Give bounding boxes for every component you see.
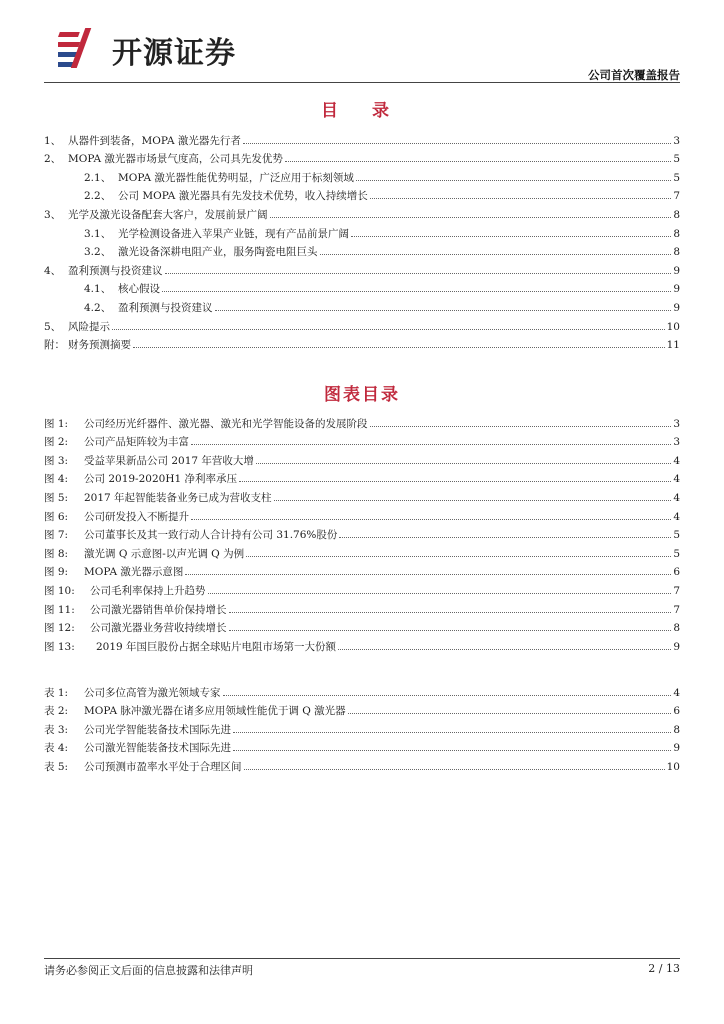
figure-entry[interactable] <box>44 598 680 617</box>
figure-entry-page: 4 <box>673 510 680 523</box>
toc-entry-num: 2.2、 <box>84 190 112 203</box>
figure-entry-num: 图 6: <box>44 510 69 523</box>
toc-entry-text: 光学检测设备进入苹果产业链，现有产品前景广阔 <box>118 227 349 240</box>
toc-entry-num: 4.2、 <box>84 301 112 314</box>
toc-entry-num: 2.1、 <box>84 171 112 184</box>
leader-dots <box>320 254 672 255</box>
figure-entry-num: 图 2: <box>44 436 69 449</box>
toc-entry-num: 4、 <box>44 264 62 277</box>
figure-entry[interactable] <box>44 561 680 580</box>
leader-dots <box>256 463 671 464</box>
figure-entry-num: 图 4: <box>44 473 69 486</box>
leader-dots <box>348 713 672 714</box>
figure-entry[interactable] <box>44 486 680 505</box>
leader-dots <box>274 500 672 501</box>
figure-entry-text: 公司董事长及其一致行动人合计持有公司 31.76%股份 <box>84 529 338 542</box>
toc-entry-page: 9 <box>673 264 680 277</box>
toc-entry[interactable] <box>44 166 680 185</box>
toc-entry[interactable] <box>44 334 680 353</box>
toc-entry-num: 3、 <box>44 208 62 221</box>
leader-dots <box>233 750 671 751</box>
leader-dots <box>270 217 672 218</box>
leader-dots <box>112 329 665 330</box>
toc-entry[interactable] <box>44 278 680 297</box>
figure-entry[interactable] <box>44 412 680 431</box>
toc-entry[interactable] <box>44 222 680 241</box>
figure-entry-text: 2019 年国巨股份占据全球贴片电阻市场第一大份额 <box>96 640 337 653</box>
leader-dots <box>351 236 671 237</box>
toc-entry-text: 核心假设 <box>118 283 160 296</box>
figure-entry-text: 2017 年起智能装备业务已成为营收支柱 <box>84 491 272 504</box>
figure-entry-page: 7 <box>673 584 680 597</box>
report-type: 公司首次覆盖报告 <box>588 68 680 82</box>
leader-dots <box>229 630 672 631</box>
table-entry-num: 表 4: <box>44 742 69 755</box>
toc-entry[interactable] <box>44 129 680 148</box>
figure-entry-num: 图 8: <box>44 547 69 560</box>
figure-entry-num: 图 1: <box>44 417 69 430</box>
toc-entry-num: 4.1、 <box>84 283 112 296</box>
table-list <box>44 681 680 774</box>
toc-entry-page: 9 <box>673 283 680 296</box>
leader-dots <box>233 732 671 733</box>
figure-entry-text: 公司研发投入不断提升 <box>84 510 189 523</box>
toc-title: 目 录 <box>321 101 403 121</box>
toc-entry-num: 3.2、 <box>84 246 112 259</box>
toc-entry[interactable] <box>44 148 680 167</box>
figures-title: 图表目录 <box>324 385 400 405</box>
table-entry-page: 8 <box>673 723 680 736</box>
footer-disclaimer: 请务必参阅正文后面的信息披露和法律声明 <box>44 964 253 977</box>
table-entry-page: 6 <box>673 705 680 718</box>
figure-entry-text: MOPA 激光器示意图 <box>84 566 184 579</box>
toc-entry-page: 10 <box>666 320 680 333</box>
toc-entry-page: 5 <box>673 171 680 184</box>
leader-dots <box>339 537 671 538</box>
leader-dots <box>285 161 671 162</box>
figure-entry[interactable] <box>44 431 680 450</box>
leader-dots <box>185 574 671 575</box>
figure-entry-text: 受益苹果新品公司 2017 年营收大增 <box>84 454 254 467</box>
figure-entry-page: 5 <box>673 547 680 560</box>
table-entry[interactable] <box>44 700 680 719</box>
toc-entry[interactable] <box>44 296 680 315</box>
figure-entry-text: 公司 2019-2020H1 净利率承压 <box>84 473 238 486</box>
figure-entry-num: 图 10: <box>44 584 75 597</box>
table-entry-text: 公司预测市盈率水平处于合理区间 <box>84 760 242 773</box>
table-entry-text: MOPA 脉冲激光器在诸多应用领域性能优于调 Q 激光器 <box>84 705 346 718</box>
toc-entry-page: 8 <box>673 227 680 240</box>
toc-entry-text: 光学及激光设备配套大客户，发展前景广阔 <box>68 208 268 221</box>
toc-entry-page: 8 <box>673 208 680 221</box>
toc-entry-text: 盈利预测与投资建议 <box>118 301 213 314</box>
figure-entry-text: 公司产品矩阵较为丰富 <box>84 436 189 449</box>
table-entry-num: 表 2: <box>44 705 69 718</box>
toc-entry-page: 8 <box>673 246 680 259</box>
toc-entry-page: 5 <box>673 153 680 166</box>
figure-entry-num: 图 3: <box>44 454 69 467</box>
figure-entry-page: 8 <box>673 622 680 635</box>
figure-entry[interactable] <box>44 542 680 561</box>
figure-entry-page: 9 <box>673 640 680 653</box>
figure-entry-text: 公司激光器销售单价保持增长 <box>90 603 227 616</box>
toc-entry-text: 激光设备深耕电阻产业，服务陶瓷电阻巨头 <box>118 246 318 259</box>
figure-entry[interactable] <box>44 524 680 543</box>
leader-dots <box>133 347 665 348</box>
leader-dots <box>229 612 672 613</box>
toc-entry-page: 11 <box>666 339 680 352</box>
toc-entry[interactable] <box>44 315 680 334</box>
logo-text: 开源证券 <box>112 36 236 71</box>
toc-entry[interactable] <box>44 185 680 204</box>
figure-entry[interactable] <box>44 449 680 468</box>
table-entry-text: 公司激光智能装备技术国际先进 <box>84 742 231 755</box>
toc-entry[interactable] <box>44 203 680 222</box>
figure-entry[interactable] <box>44 468 680 487</box>
figure-entry-page: 7 <box>673 603 680 616</box>
table-entry-num: 表 1: <box>44 686 69 699</box>
table-entry-num: 表 3: <box>44 723 69 736</box>
leader-dots <box>246 556 671 557</box>
leader-dots <box>244 769 665 770</box>
leader-dots <box>370 198 672 199</box>
leader-dots <box>215 310 672 311</box>
figure-entry[interactable] <box>44 617 680 636</box>
toc-entry-text: 财务预测摘要 <box>68 339 131 352</box>
company-logo <box>58 26 258 70</box>
toc-entry-num: 5、 <box>44 320 62 333</box>
leader-dots <box>239 481 671 482</box>
figure-list <box>44 412 680 654</box>
figure-entry-num: 图 13: <box>44 640 75 653</box>
figure-entry-page: 4 <box>673 491 680 504</box>
toc-entry-text: MOPA 激光器市场景气度高，公司具先发优势 <box>68 153 283 166</box>
toc-entry-text: MOPA 激光器性能优势明显，广泛应用于标刻领域 <box>118 171 354 184</box>
footer-rule <box>44 958 680 959</box>
leader-dots <box>191 444 671 445</box>
figure-entry-num: 图 11: <box>44 603 75 616</box>
table-entry-num: 表 5: <box>44 760 69 773</box>
toc-entry-page: 9 <box>673 301 680 314</box>
figure-entry-num: 图 7: <box>44 529 69 542</box>
table-entry[interactable] <box>44 681 680 700</box>
figure-entry-page: 6 <box>673 566 680 579</box>
header-rule <box>44 82 680 83</box>
table-entry-text: 公司光学智能装备技术国际先进 <box>84 723 231 736</box>
table-entry-text: 公司多位高管为激光领域专家 <box>84 686 221 699</box>
figure-entry-page: 4 <box>673 454 680 467</box>
figure-entry-page: 4 <box>673 473 680 486</box>
table-entry-page: 4 <box>673 686 680 699</box>
figure-entry-num: 图 5: <box>44 491 69 504</box>
leader-dots <box>208 593 672 594</box>
table-entry[interactable] <box>44 718 680 737</box>
figure-entry-text: 公司激光器业务营收持续增长 <box>90 622 227 635</box>
logo-mark-icon <box>58 26 104 70</box>
leader-dots <box>191 519 671 520</box>
table-entry-page: 10 <box>666 760 680 773</box>
figure-entry-text: 激光调 Q 示意图-以声光调 Q 为例 <box>84 547 245 560</box>
leader-dots <box>243 143 671 144</box>
toc-entry-num: 3.1、 <box>84 227 112 240</box>
toc-entry-text: 风险提示 <box>68 320 110 333</box>
toc-entry-text: 从器件到装备，MOPA 激光器先行者 <box>68 134 241 147</box>
figure-entry-text: 公司毛利率保持上升趋势 <box>90 584 206 597</box>
figure-entry-text: 公司经历光纤器件、激光器、激光和光学智能设备的发展阶段 <box>84 417 368 430</box>
leader-dots <box>162 291 671 292</box>
figure-entry[interactable] <box>44 579 680 598</box>
page-number: 2 / 13 <box>648 962 680 975</box>
figure-entry-page: 5 <box>673 529 680 542</box>
toc-entry-text: 盈利预测与投资建议 <box>68 264 163 277</box>
toc-entry-page: 3 <box>673 134 680 147</box>
toc-entry-num: 附： <box>44 339 65 352</box>
toc-entry[interactable] <box>44 241 680 260</box>
leader-dots <box>165 273 672 274</box>
leader-dots <box>370 426 672 427</box>
toc-entry-page: 7 <box>673 190 680 203</box>
toc-list <box>44 129 680 352</box>
toc-entry[interactable] <box>44 259 680 278</box>
figure-entry-page: 3 <box>673 436 680 449</box>
table-entry-page: 9 <box>673 742 680 755</box>
figure-entry[interactable] <box>44 505 680 524</box>
figure-entry-num: 图 12: <box>44 622 75 635</box>
toc-entry-text: 公司 MOPA 激光器具有先发技术优势，收入持续增长 <box>118 190 368 203</box>
toc-entry-num: 2、 <box>44 153 62 166</box>
leader-dots <box>356 180 671 181</box>
figure-entry-page: 3 <box>673 417 680 430</box>
toc-entry-num: 1、 <box>44 134 62 147</box>
table-entry[interactable] <box>44 737 680 756</box>
figure-entry[interactable] <box>44 635 680 654</box>
figure-entry-num: 图 9: <box>44 566 69 579</box>
table-entry[interactable] <box>44 755 680 774</box>
leader-dots <box>223 695 672 696</box>
leader-dots <box>338 649 671 650</box>
